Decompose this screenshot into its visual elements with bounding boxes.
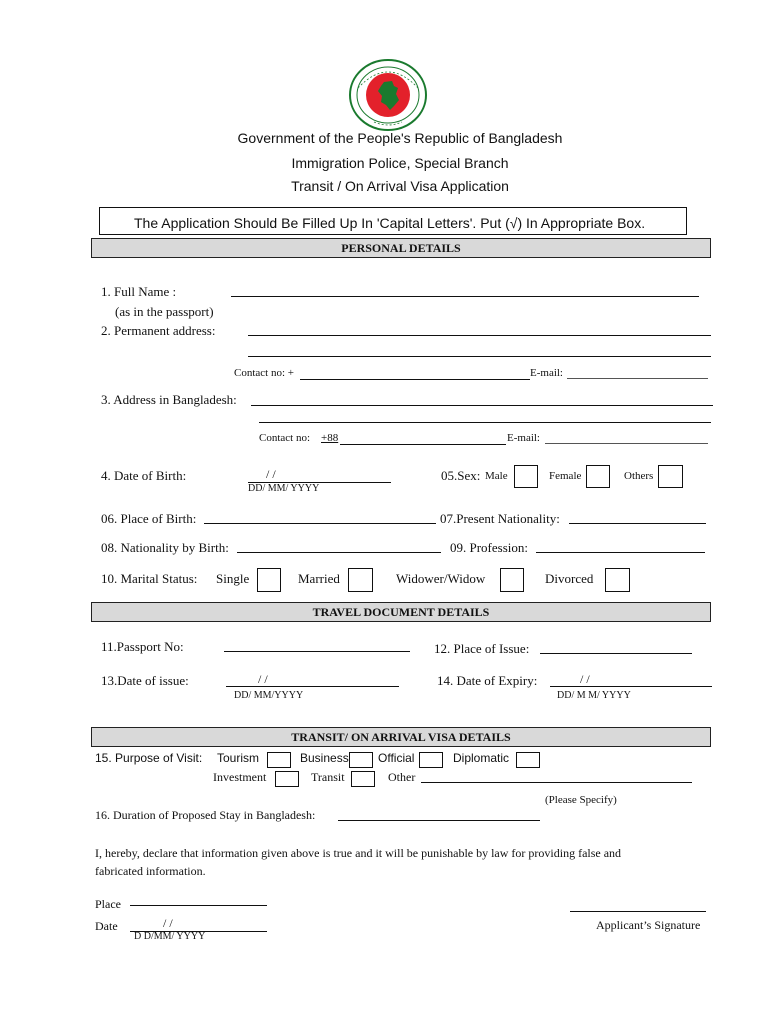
investment-checkbox[interactable]	[275, 771, 299, 787]
signature-label: Applicant’s Signature	[596, 918, 701, 932]
dob-format: DD/ MM/ YYYY	[248, 483, 320, 494]
contact-field-2[interactable]	[340, 444, 506, 445]
sex-label: 05.Sex:	[441, 468, 481, 483]
female-label: Female	[549, 470, 582, 482]
nationality-by-birth-label: 08. Nationality by Birth:	[101, 540, 229, 555]
nationality-by-birth-field[interactable]	[237, 552, 441, 553]
permanent-address-label: 2. Permanent address:	[101, 323, 216, 338]
place-field[interactable]	[130, 905, 267, 906]
please-specify-note: (Please Specify)	[545, 794, 617, 806]
contact-label-2: Contact no:	[259, 432, 311, 444]
header-government: Government of the People's Republic of Bangladesh	[237, 130, 563, 146]
purpose-label: 15. Purpose of Visit:	[95, 751, 203, 765]
place-of-issue-label: 12. Place of Issue:	[434, 641, 530, 656]
capital-letters-notice: The Application Should Be Filled Up In 'Capital Letters'. Put (√) In Appropriate Box.	[99, 207, 687, 235]
address-bd-label: 3. Address in Bangladesh:	[101, 392, 237, 407]
place-of-issue-field[interactable]	[540, 653, 692, 654]
investment-label: Investment	[213, 770, 267, 784]
married-checkbox[interactable]	[348, 568, 373, 592]
single-checkbox[interactable]	[257, 568, 281, 592]
date-format: D D/MM/ YYYY	[134, 931, 206, 942]
section-travel-document-details: TRAVEL DOCUMENT DETAILS	[91, 602, 711, 622]
duration-label: 16. Duration of Proposed Stay in Bangladesh:	[95, 808, 316, 822]
business-label: Business	[300, 751, 349, 765]
email-field-1[interactable]	[567, 378, 708, 379]
email-field-2[interactable]	[545, 443, 708, 444]
signature-field[interactable]	[570, 911, 706, 912]
passport-no-label: 11.Passport No:	[101, 639, 184, 654]
other-field[interactable]	[421, 782, 692, 783]
date-of-issue-field[interactable]	[226, 686, 399, 687]
date-of-expiry-field[interactable]	[550, 686, 712, 687]
official-label: Official	[378, 751, 415, 765]
male-checkbox[interactable]	[514, 465, 538, 488]
date-of-issue-label: 13.Date of issue:	[101, 673, 189, 688]
profession-field[interactable]	[536, 552, 705, 553]
contact-field-1[interactable]	[300, 379, 530, 380]
male-label: Male	[485, 470, 508, 482]
place-of-birth-field[interactable]	[204, 523, 436, 524]
widower-label: Widower/Widow	[396, 571, 486, 586]
government-seal-icon	[348, 58, 428, 132]
transit-label: Transit	[311, 770, 345, 784]
duration-field[interactable]	[338, 820, 540, 821]
place-of-birth-label: 06. Place of Birth:	[101, 511, 197, 526]
header-immigration: Immigration Police, Special Branch	[291, 155, 509, 171]
married-label: Married	[298, 571, 340, 586]
address-bd-field-1[interactable]	[251, 405, 713, 406]
expiry-slashes: / /	[580, 672, 590, 686]
marital-status-label: 10. Marital Status:	[101, 571, 198, 586]
full-name-field[interactable]	[231, 296, 699, 297]
single-label: Single	[216, 571, 250, 586]
contact-label-1: Contact no: +	[234, 367, 294, 379]
other-label: Other	[388, 770, 416, 784]
issue-format: DD/ MM/YYYY	[234, 690, 304, 701]
permanent-address-field-2[interactable]	[248, 356, 711, 357]
email-label-2: E-mail:	[507, 432, 540, 444]
present-nationality-field[interactable]	[569, 523, 706, 524]
contact-code: +88	[321, 432, 339, 444]
declaration-line-1: I, hereby, declare that information given above is true and it will be punishable by law for providing false and	[95, 846, 622, 860]
address-bd-field-2[interactable]	[259, 422, 711, 423]
profession-label: 09. Profession:	[450, 540, 528, 555]
tourism-checkbox[interactable]	[267, 752, 291, 768]
business-checkbox[interactable]	[349, 752, 373, 768]
widower-checkbox[interactable]	[500, 568, 524, 592]
place-label: Place	[95, 897, 121, 911]
diplomatic-label: Diplomatic	[453, 751, 510, 765]
date-label: Date	[95, 919, 118, 933]
full-name-label: 1. Full Name :	[101, 284, 177, 299]
date-slashes: / /	[163, 916, 173, 930]
email-label-1: E-mail:	[530, 367, 563, 379]
passport-no-field[interactable]	[224, 651, 410, 652]
female-checkbox[interactable]	[586, 465, 610, 488]
permanent-address-field-1[interactable]	[248, 335, 711, 336]
date-of-expiry-label: 14. Date of Expiry:	[437, 673, 538, 688]
present-nationality-label: 07.Present Nationality:	[440, 511, 560, 526]
transit-checkbox[interactable]	[351, 771, 375, 787]
others-checkbox[interactable]	[658, 465, 683, 488]
header-form-title: Transit / On Arrival Visa Application	[291, 178, 509, 194]
others-label: Others	[624, 470, 654, 482]
dob-slashes: / /	[266, 467, 276, 481]
divorced-label: Divorced	[545, 571, 594, 586]
dob-label: 4. Date of Birth:	[101, 468, 187, 483]
official-checkbox[interactable]	[419, 752, 443, 768]
section-personal-details: PERSONAL DETAILS	[91, 238, 711, 258]
declaration-line-2: fabricated information.	[95, 864, 206, 878]
tourism-label: Tourism	[217, 751, 260, 765]
divorced-checkbox[interactable]	[605, 568, 630, 592]
issue-slashes: / /	[258, 672, 268, 686]
expiry-format: DD/ M M/ YYYY	[557, 690, 631, 701]
section-visa-details: TRANSIT/ ON ARRIVAL VISA DETAILS	[91, 727, 711, 747]
full-name-note: (as in the passport)	[115, 304, 214, 319]
diplomatic-checkbox[interactable]	[516, 752, 540, 768]
